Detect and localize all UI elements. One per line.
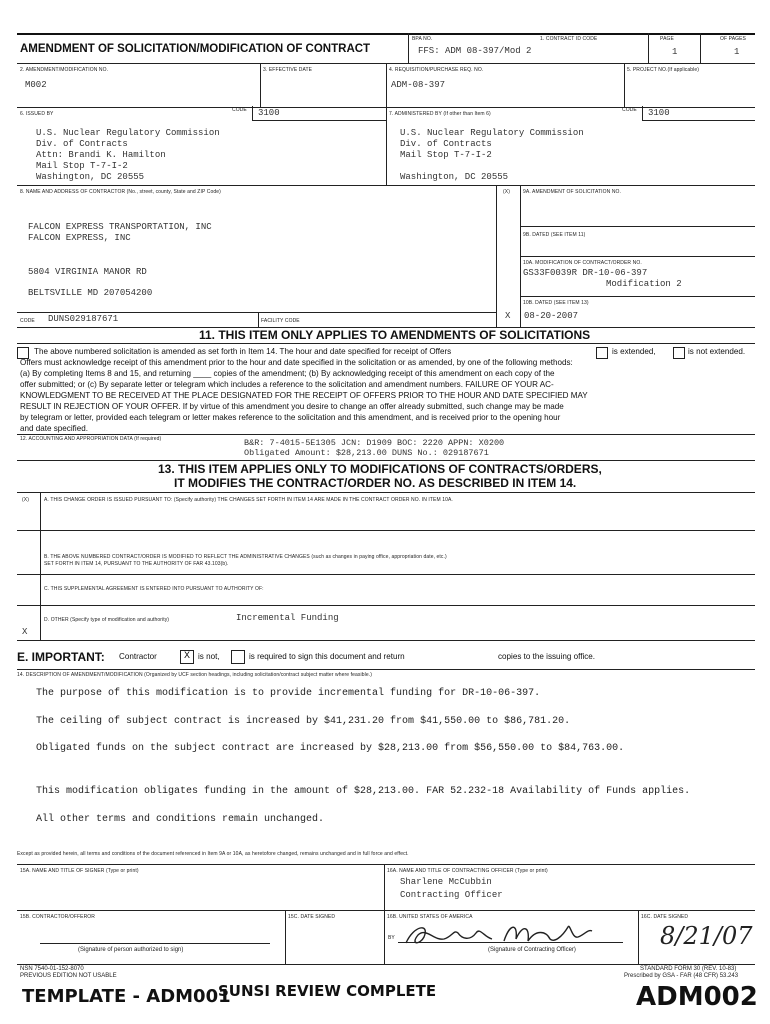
contract-id-label: 1. CONTRACT ID CODE — [540, 36, 598, 42]
section11-line7: by telegram or letter, provided each telegram or letter makes reference to the solicitation and this amendment, and is received prior to the opening hour — [20, 413, 561, 422]
section11-line4: offer submitted; or (c) By separate letter or telegram which includes a reference to the solicitation and amendment numbers. FAILURE OF YOUR AC- — [20, 380, 554, 389]
description-line-3: Obligated funds on the subject contract are increased by $28,213.00 from $56,550.00 to $84,763.00. — [36, 743, 625, 754]
section11-line8: and date specified. — [20, 424, 88, 433]
adm002-stamp: ADM002 — [636, 982, 758, 1012]
sunsi-review-stamp: SUNSI REVIEW COMPLETE — [218, 982, 437, 1000]
section13-b-2: SET FORTH IN ITEM 14, PURSUANT TO THE AUTHORITY OF FAR 43.103(b). — [44, 561, 229, 567]
item15b-label: 15B. CONTRACTOR/OFFEROR — [20, 914, 95, 920]
is-not-extended-checkbox[interactable] — [673, 347, 685, 359]
section11-line3: (a) By completing Items 8 and 15, and returning ____ copies of the amendment; (b) By acknowledging receipt of this amendment on each copy of the — [20, 369, 555, 378]
form-title: AMENDMENT OF SOLICITATION/MODIFICATION OF CONTRACT — [20, 43, 371, 55]
is-not-mark: X — [183, 651, 190, 662]
section12-value-1: B&R: 7-4015-5E1305 JCN: D1909 BOC: 2220 APPN: X0200 — [244, 438, 505, 448]
bpa-label: BPA NO. — [412, 36, 433, 42]
section14-label: 14. DESCRIPTION OF AMENDMENT/MODIFICATION (Organized by UCF section headings, including solicitation/contract subject matter where feasible.) — [17, 672, 372, 678]
description-line-2: The ceiling of subject contract is increased by $41,231.20 from $41,550.00 to $86,781.20. — [36, 716, 571, 727]
section11-title: 11. THIS ITEM ONLY APPLIES TO AMENDMENTS OF SOLICITATIONS — [199, 328, 591, 342]
x-col-label: (X) — [503, 189, 510, 195]
section11-line5: KNOWLEDGMENT TO BE RECEIVED AT THE PLACE DESIGNATED FOR THE RECEIPT OF OFFERS PRIOR TO THE HOUR AND DATE SPECIFIED MAY — [20, 391, 588, 400]
template-stamp: TEMPLATE - ADM001 — [22, 986, 231, 1007]
contractor-line-2: FALCON EXPRESS, INC — [28, 233, 131, 243]
important-label: E. IMPORTANT: — [17, 650, 105, 664]
amend-no-label: 2. AMENDMENT/MODIFICATION NO. — [20, 67, 109, 73]
item10b-mark: X — [505, 311, 511, 321]
requisition-label: 4. REQUISITION/PURCHASE REQ. NO. — [389, 67, 484, 73]
item10a-label: 10A. MODIFICATION OF CONTRACT/ORDER NO. — [523, 260, 642, 266]
admin-label: 7. ADMINISTERED BY (If other than Item 6) — [389, 111, 491, 117]
sig15-caption: (Signature of person authorized to sign) — [78, 947, 184, 953]
section12-label: 12. ACCOUNTING AND APPROPRIATION DATA (If required) — [20, 436, 162, 442]
sig16-caption: (Signature of Contracting Officer) — [488, 947, 576, 953]
issued-by-line-4: Mail Stop T-7-I-2 — [36, 161, 128, 171]
item15a-label: 15A. NAME AND TITLE OF SIGNER (Type or print) — [20, 868, 139, 874]
section13-a: A. THIS CHANGE ORDER IS ISSUED PURSUANT TO: (Specify authority) THE CHANGES SET FORTH IN ITEM 14 ARE MADE IN THE CONTRACT ORDER NO. IN ITEM 10A. — [44, 497, 453, 503]
important-copies: copies to the issuing office. — [498, 652, 596, 661]
facility-code-label: FACILITY CODE — [261, 318, 300, 324]
important-is-not: is not, — [198, 652, 220, 661]
is-extended-checkbox[interactable] — [596, 347, 608, 359]
section13-b-1: B. THE ABOVE NUMBERED CONTRACT/ORDER IS MODIFIED TO REFLECT THE ADMINISTRATIVE CHANGES (such as changes in paying office, appropriation date, etc.) — [44, 554, 447, 560]
section12-value-2: Obligated Amount: $28,213.00 DUNS No.: 029187671 — [244, 448, 489, 458]
item16b-label: 16B. UNITED STATES OF AMERICA — [387, 914, 473, 920]
prescribed-text: Prescribed by GSA - FAR (48 CFR) 53.243 — [624, 973, 739, 979]
issued-code-value: 3100 — [258, 108, 280, 118]
section13-d-value: Incremental Funding — [236, 613, 339, 623]
admin-line-3: Mail Stop T-7-I-2 — [400, 150, 492, 160]
issued-by-line-2: Div. of Contracts — [36, 139, 128, 149]
is-required-checkbox[interactable] — [231, 650, 245, 664]
of-pages-label: OF PAGES — [720, 36, 746, 42]
section13-title-2: IT MODIFIES THE CONTRACT/ORDER NO. AS DESCRIBED IN ITEM 14. — [174, 476, 577, 490]
item10b-value: 08-20-2007 — [524, 311, 579, 321]
issued-by-line-5: Washington, DC 20555 — [36, 172, 145, 182]
issued-by-label: 6. ISSUED BY — [20, 111, 54, 117]
important-is-required: is required to sign this document and return — [249, 652, 405, 661]
admin-line-2: Div. of Contracts — [400, 139, 492, 149]
standard-form-text: STANDARD FORM 30 (REV. 10-83) — [640, 966, 737, 972]
section13-d-mark: X — [22, 627, 28, 637]
contractor-code-label: CODE — [20, 318, 35, 324]
item9b-label: 9B. DATED (SEE ITEM 11) — [523, 232, 586, 238]
contractor-address-1: 5804 VIRGINIA MANOR RD — [28, 267, 147, 277]
section13-title-1: 13. THIS ITEM APPLIES ONLY TO MODIFICATIONS OF CONTRACTS/ORDERS, — [158, 462, 602, 476]
section11-line6: RESULT IN REJECTION OF YOUR OFFER. If by virtue of this amendment you desire to change an offer already submitted, such change may be made — [20, 402, 564, 411]
admin-line-5: Washington, DC 20555 — [400, 172, 509, 182]
description-line-4: This modification obligates funding in the amount of $28,213.00. FAR 52.232-18 Availability of Funds applies. — [36, 786, 691, 797]
section14-footer: Except as provided herein, all terms and conditions of the document referenced in Item 9A or 10A, as heretofore changed, remains unchanged and in full force and effect. — [17, 851, 409, 857]
is-not-extended-label: is not extended. — [688, 347, 746, 356]
contractor-line-1: FALCON EXPRESS TRANSPORTATION, INC — [28, 222, 212, 232]
admin-line-1: U.S. Nuclear Regulatory Commission — [400, 128, 584, 138]
contractor-label: 8. NAME AND ADDRESS OF CONTRACTOR (No., street, county, State and ZIP Code) — [20, 189, 221, 195]
item16a-label: 16A. NAME AND TITLE OF CONTRACTING OFFICER (Type or print) — [387, 868, 548, 874]
previous-edition-text: PREVIOUS EDITION NOT USABLE — [20, 973, 117, 979]
section13-d: D. OTHER (Specify type of modification and authority) — [44, 617, 170, 623]
item10b-label: 10B. DATED (SEE ITEM 13) — [523, 300, 589, 306]
officer-name: Sharlene McCubbin — [400, 877, 492, 887]
important-contractor: Contractor — [119, 652, 157, 661]
is-extended-label: is extended, — [612, 347, 656, 356]
officer-title: Contracting Officer — [400, 890, 503, 900]
description-line-1: The purpose of this modification is to provide incremental funding for DR-10-06-397. — [36, 688, 541, 699]
section11-line1: The above numbered solicitation is amended as set forth in Item 14. The hour and date specified for receipt of Offers — [34, 347, 452, 356]
nsn-text: NSN 7540-01-152-8070 — [20, 966, 84, 972]
page-value: 1 — [672, 47, 678, 57]
contractor-address-2: BELTSVILLE MD 207054200 — [28, 288, 153, 298]
top-border — [17, 33, 755, 35]
section13-c: C. THIS SUPPLEMENTAL AGREEMENT IS ENTERED INTO PURSUANT TO AUTHORITY OF: — [44, 586, 264, 592]
requisition-value: ADM-08-397 — [391, 80, 446, 90]
date-signed: 8/21/07 — [660, 922, 753, 950]
issued-by-line-3: Attn: Brandi K. Hamilton — [36, 150, 166, 160]
amend-no-value: M002 — [25, 80, 47, 90]
page-label: PAGE — [660, 36, 674, 42]
item10a-value-2: Modification 2 — [606, 279, 682, 289]
admin-code-label: CODE — [622, 107, 637, 113]
effective-date-label: 3. EFFECTIVE DATE — [263, 67, 313, 73]
item15c-label: 15C. DATE SIGNED — [288, 914, 336, 920]
officer-signature-icon — [400, 915, 600, 951]
item9a-label: 9A. AMENDMENT OF SOLICITATION NO. — [523, 189, 622, 195]
admin-code-value: 3100 — [648, 108, 670, 118]
contractor-code-value: DUNS029187671 — [48, 314, 119, 324]
section11-line2: Offers must acknowledge receipt of this amendment prior to the hour and date specified in the solicitation or as amended, by one of the following methods: — [20, 358, 573, 367]
description-line-5: All other terms and conditions remain unchanged. — [36, 814, 325, 825]
section13-x-label: (X) — [22, 497, 29, 503]
issued-by-line-1: U.S. Nuclear Regulatory Commission — [36, 128, 220, 138]
issued-code-label: CODE — [232, 107, 247, 113]
by-label: BY — [388, 935, 395, 941]
bpa-value: FFS: ADM 08-397/Mod 2 — [418, 46, 532, 56]
item16c-label: 16C. DATE SIGNED — [641, 914, 689, 920]
is-not-checkbox[interactable] — [180, 650, 194, 664]
project-no-label: 5. PROJECT NO.(If applicable) — [627, 67, 699, 73]
item10a-value-1: GS33F0039R DR-10-06-397 — [523, 268, 648, 278]
of-pages-value: 1 — [734, 47, 740, 57]
